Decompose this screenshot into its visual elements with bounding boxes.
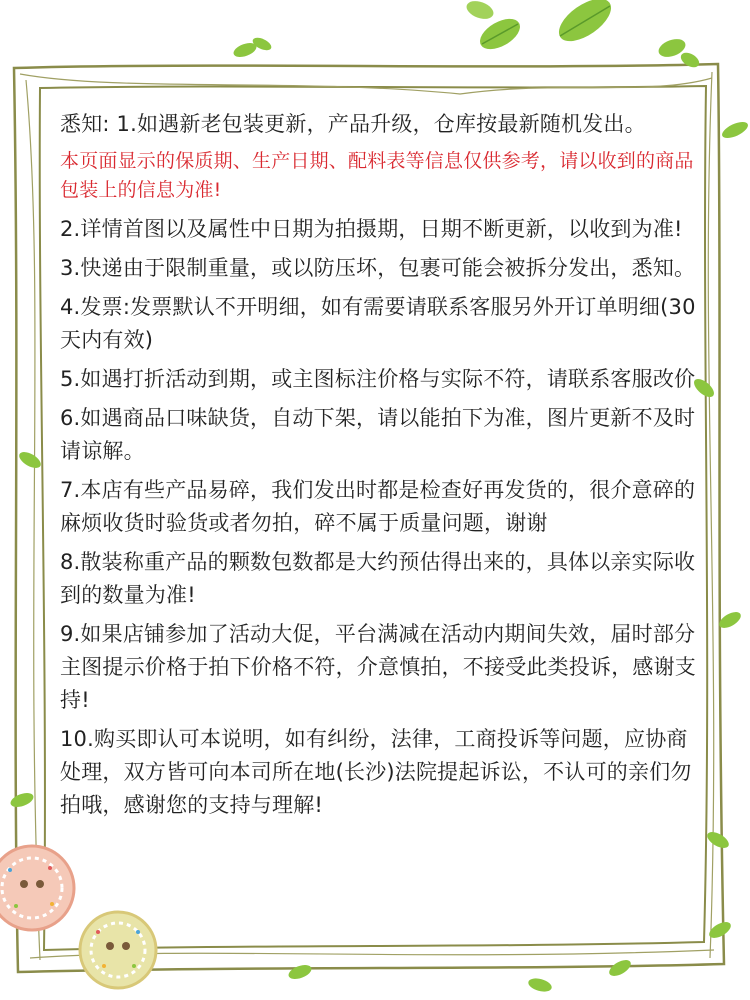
notice-item-3: 3.快递由于限制重量，或以防压坏，包裹可能会被拆分发出，悉知。 [60,256,696,280]
notice-item-2: 2.详情首图以及属性中日期为拍摄期，日期不断更新，以收到为准! [60,217,683,241]
notice-item-10: 10.购买即认可本说明，如有纠纷，法律，工商投诉等问题，应协商处理，双方皆可向本司所在地(长沙)法院提起诉讼，不认可的亲们勿拍哦，感谢您的支持与理解! [60,727,692,817]
notice-item-5: 5.如遇打折活动到期，或主图标注价格与实际不符，请联系客服改价 [60,367,696,391]
notice-text-block [60,108,700,828]
vine-tangle-right [708,72,713,958]
notice-item-9: 9.如果店铺参加了活动大促，平台满减在活动内期间失效，届时部分主图提示价格于拍下价格不符，介意慎拍，不接受此类投诉，感谢支持! [60,622,696,712]
notice-item-7: 7.本店有些产品易碎，我们发出时都是检查好再发货的，很介意碎的麻烦收货时验货或者勿拍，碎不属于质量问题，谢谢 [60,478,696,535]
leaf-cluster-top-right [464,0,702,70]
notice-item-8: 8.散装称重产品的颗数包数都是大约预估得出来的，具体以亲实际收到的数量为准! [60,550,696,607]
notice-item-6: 6.如遇商品口味缺货，自动下架，请以能拍下为准，图片更新不及时请谅解。 [60,406,696,463]
notice-red-note: 本页面显示的保质期、生产日期、配料表等信息仅供参考，请以收到的商品包装上的信息为准! [60,150,694,201]
notice-item-4: 4.发票:发票默认不开明细，如有需要请联系客服另外开订单明细(30天内有效) [60,295,696,352]
vine-tangle-left [26,80,40,960]
vine-tangle-top [20,74,712,94]
leaf-cluster-bottom [287,957,634,994]
leaf-cluster-top-left [232,35,274,60]
notice-line-1: 悉知: 1.如遇新老包装更新，产品升级，仓库按最新随机发出。 [60,112,646,136]
leaf-cluster-left [9,449,44,810]
cookie-button-decoration [0,846,156,988]
